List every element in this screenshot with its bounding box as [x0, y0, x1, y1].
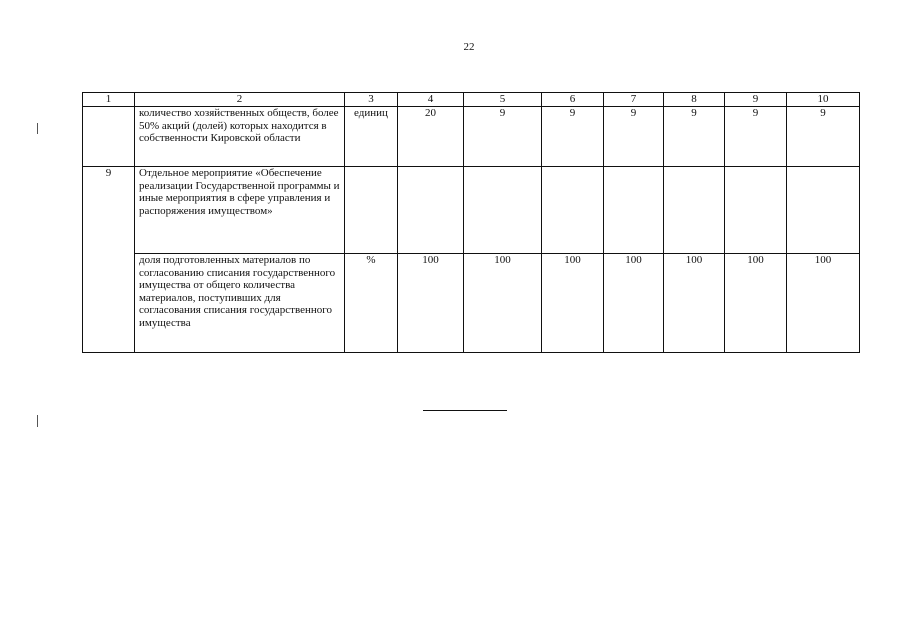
value-cell — [398, 167, 464, 254]
value-cell: 100 — [398, 254, 464, 353]
row-number-cell — [83, 254, 135, 353]
margin-mark — [37, 415, 38, 427]
header-cell: 5 — [464, 93, 542, 107]
value-cell: 100 — [542, 254, 604, 353]
table-row — [83, 254, 860, 353]
header-cell: 9 — [725, 93, 787, 107]
header-cell: 4 — [398, 93, 464, 107]
value-cell: 20 — [398, 107, 464, 167]
value-cell: 9 — [542, 107, 604, 167]
value-cell — [725, 167, 787, 254]
header-cell: 8 — [664, 93, 725, 107]
value-cell — [604, 167, 664, 254]
unit-cell: % — [345, 254, 398, 353]
unit-cell: единиц — [345, 107, 398, 167]
indicator-name-cell: количество хозяйственных обществ, более 50% акций (долей) которых находится в собственности Кировской области — [135, 107, 345, 167]
value-cell: 100 — [725, 254, 787, 353]
value-cell: 9 — [464, 107, 542, 167]
header-cell: 10 — [787, 93, 860, 107]
row-number-cell — [83, 107, 135, 167]
margin-mark — [37, 123, 38, 134]
header-cell: 6 — [542, 93, 604, 107]
value-cell — [787, 167, 860, 254]
value-cell: 100 — [787, 254, 860, 353]
header-cell: 2 — [135, 93, 345, 107]
value-cell — [464, 167, 542, 254]
unit-cell — [345, 167, 398, 254]
header-cell: 7 — [604, 93, 664, 107]
header-cell: 1 — [83, 93, 135, 107]
indicator-name-cell: Отдельное мероприятие «Обеспечение реализации Государственной программы и иные мероприятия в сфере управления и распоряжения имуществом» — [135, 167, 345, 254]
value-cell — [542, 167, 604, 254]
table-row — [83, 167, 860, 254]
value-cell: 9 — [725, 107, 787, 167]
value-cell — [664, 167, 725, 254]
value-cell: 100 — [464, 254, 542, 353]
table-header-row — [83, 93, 860, 107]
indicator-name-cell: доля подготовленных материалов по согласованию списания государственного имущества от общего количества материалов, поступивших для согласования списания государственного имущества — [135, 254, 345, 353]
value-cell: 9 — [604, 107, 664, 167]
table-row — [83, 107, 860, 167]
value-cell: 9 — [787, 107, 860, 167]
value-cell: 9 — [664, 107, 725, 167]
page-number: 22 — [463, 41, 475, 53]
value-cell: 100 — [664, 254, 725, 353]
closing-rule — [423, 410, 507, 411]
header-cell: 3 — [345, 93, 398, 107]
row-number-cell: 9 — [83, 167, 135, 254]
value-cell: 100 — [604, 254, 664, 353]
indicators-table — [82, 92, 860, 353]
